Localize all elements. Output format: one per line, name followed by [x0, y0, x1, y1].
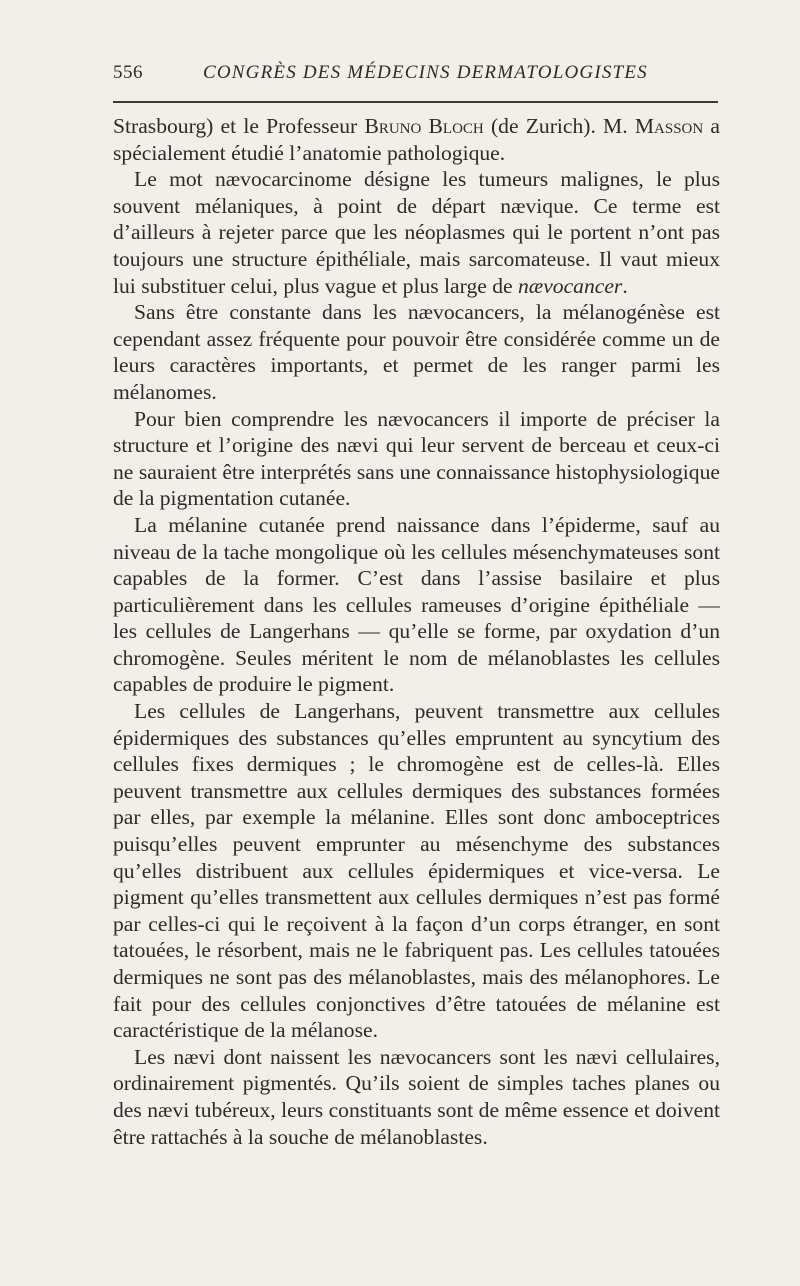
running-title: CONGRÈS DES MÉDECINS DERMATOLOGISTES: [203, 62, 648, 83]
paragraph-1-text-b: (de Zurich). M.: [483, 114, 635, 138]
paragraph-5: La mélanine cutanée prend naissance dans l’épiderme, sauf au niveau de la tache mongolique où les cellules mésenchymateuses sont capables de la former. C’est dans l’assise basilaire et plus particulièrement dans les cellules rameuses d’origine épithéliale — les cellules de Langerhans — qu’elle se forme, par oxydation d’un chromogène. Seules méritent le nom de mélanoblastes les cellules capables de produire le pigment.: [113, 512, 720, 697]
paragraph-1: [113, 113, 720, 166]
paragraph-7: Les nævi dont naissent les nævocancers sont les nævi cellulaires, ordinairement pigmentés. Qu’ils soient de simples taches planes ou des nævi tubéreux, leurs constituants sont de même essence et doivent être rattachés à la souche de mélanoblastes.: [113, 1044, 720, 1149]
page-number: 556: [113, 62, 143, 83]
paragraph-1-text-c: a spécialement étudié l’anatomie pathologique.: [113, 114, 721, 165]
author-name-bloch: Bruno Bloch: [364, 114, 484, 138]
paragraph-6: Les cellules de Langerhans, peuvent transmettre aux cellules épidermiques des substances qu’elles empruntent au syncytium des cellules fixes dermiques ; le chromogène est de celles-là. Elles peuvent transmettre aux cellules dermiques des substances formées par elles, par exemple la mélanine. Elles sont donc amboceptrices puisqu’elles peuvent emprunter au mésenchyme des substances qu’elles distribuent aux cellules épidermiques et vice-versa. Le pigment qu’elles transmettent aux cellules dermiques n’est pas formé par celles-ci qui le reçoivent à la façon d’un corps étranger, en sont tatouées, le résorbent, mais ne le fabriquent pas. Les cellules tatouées dermiques ne sont pas des mélanoblastes, mais des mélanophores. Le fait pour des cellules conjonctives d’être tatouées de mélanine est caractéristique de la mélanose.: [113, 699, 720, 1043]
italic-term-naevocancer: nævocancer: [518, 273, 623, 298]
paragraph-2-text-a: Le mot nævocarcinome désigne les tumeurs malignes, le plus souvent mélaniques, à point de départ nævique. Ce terme est d’ailleurs à rejeter parce que les néoplasmes qui le portent n’ont pas toujours une structure épithéliale, mais sarcomateuse. Il vaut mieux lui substituer celui, plus vague et plus large de: [113, 167, 720, 298]
page-header: [113, 62, 718, 92]
paragraph-1-text-a: Strasbourg) et le Professeur: [113, 114, 365, 138]
paragraph-2: [113, 166, 720, 299]
paragraph-3: Sans être constante dans les nævocancers, la mélanogénèse est cependant assez fréquente pour pouvoir être considérée comme un de leurs caractères importants, et permet de les ranger parmi les mélanomes.: [113, 300, 720, 404]
header-rule: [113, 101, 718, 103]
author-name-masson: Masson: [634, 114, 704, 138]
paragraph-2-text-b: .: [622, 273, 628, 298]
paragraph-4: Pour bien comprendre les nævocancers il importe de préciser la structure et l’origine des nævi qui leur servent de berceau et ceux-ci ne sauraient être interprétés sans une connaissance histophysiologique de la pigmentation cutanée.: [113, 406, 720, 511]
body-text: [113, 113, 720, 1150]
